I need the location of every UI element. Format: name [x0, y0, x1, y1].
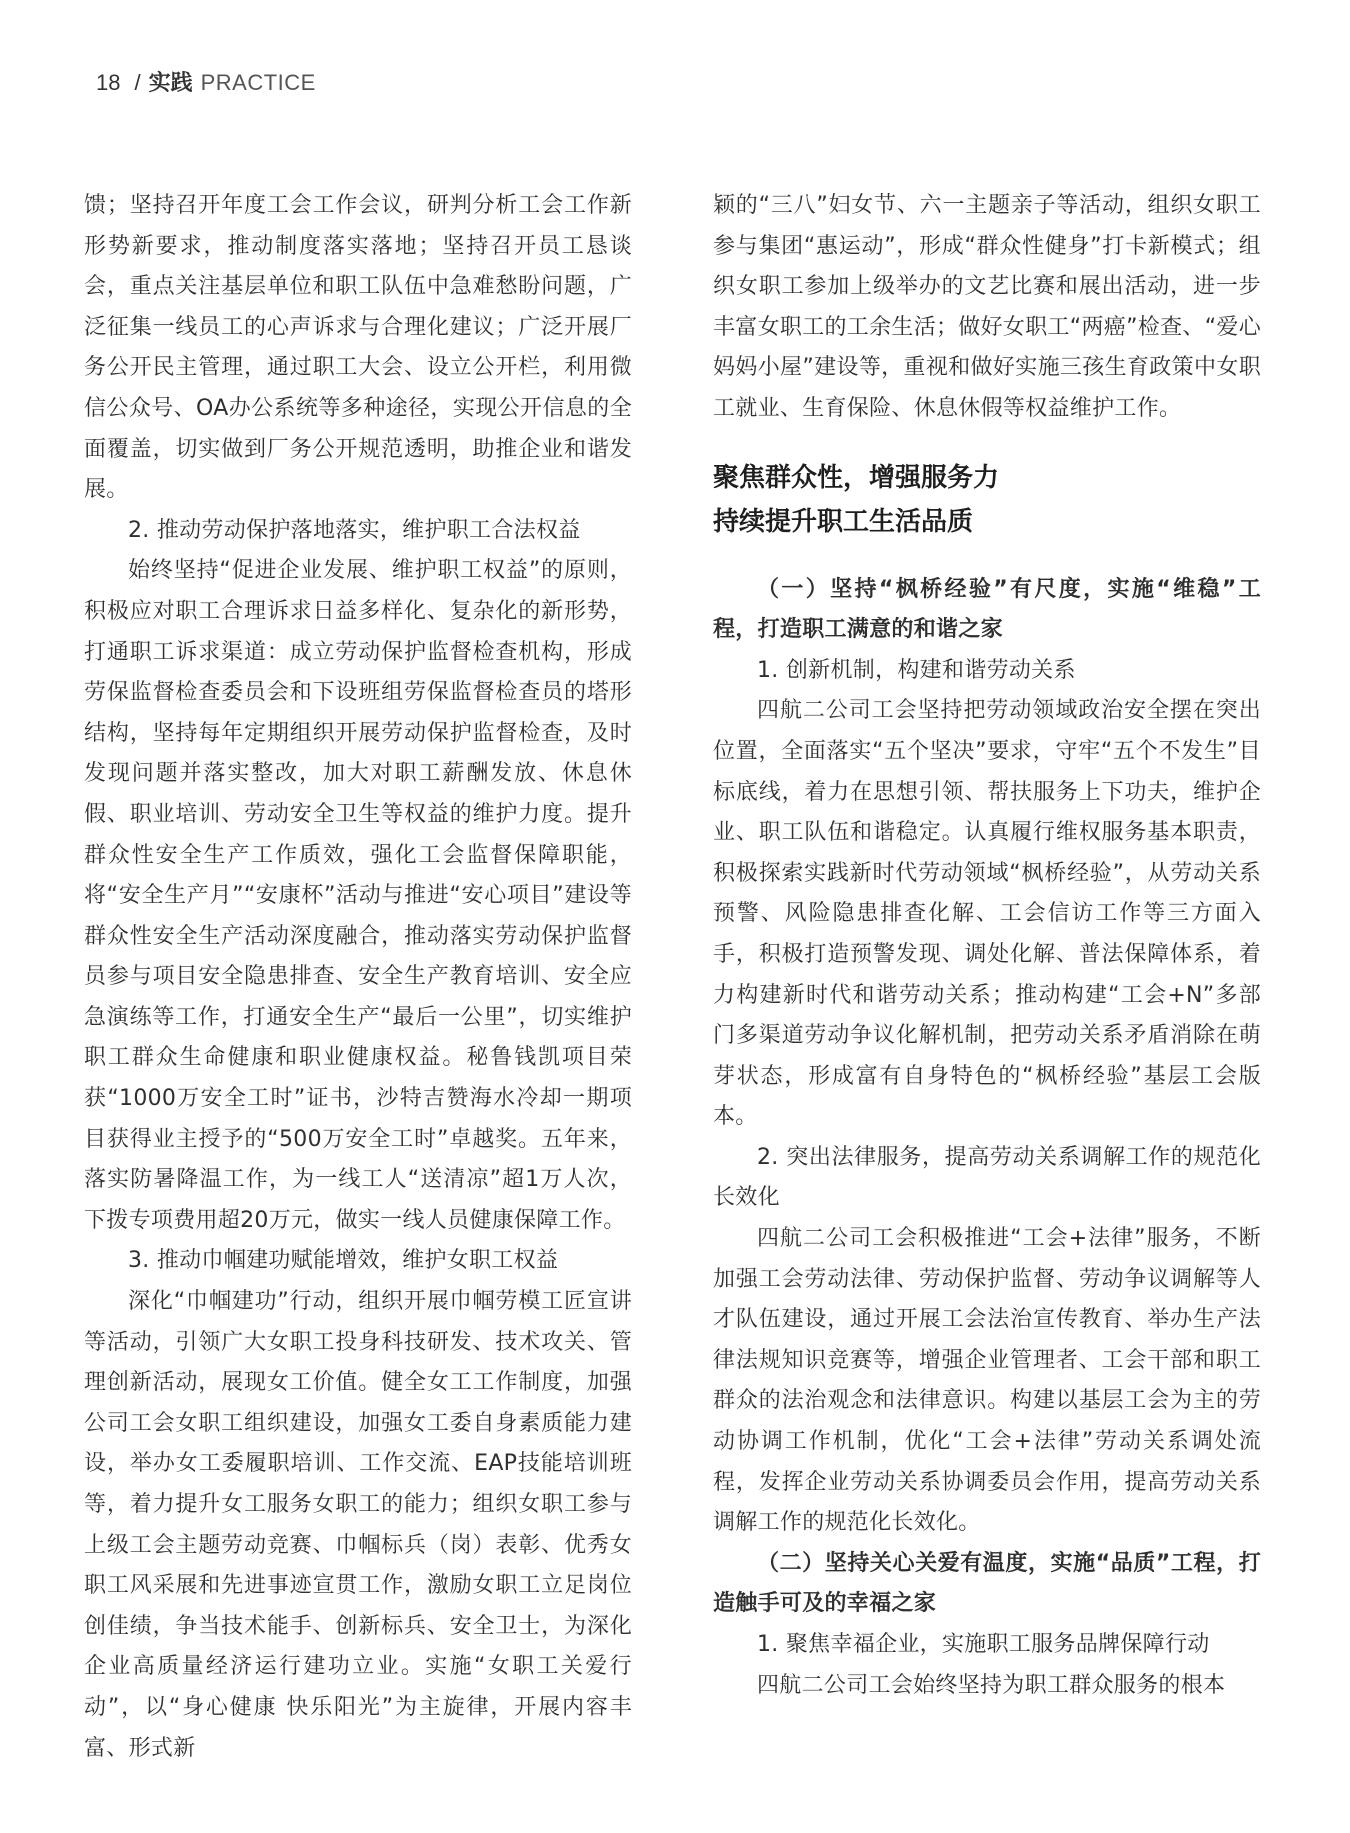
section-heading-line-1: 聚焦群众性，增强服务力: [713, 462, 1000, 493]
left-column: [84, 186, 632, 1769]
subheading: 3. 推动巾帼建功赋能增效，维护女职工权益: [128, 1248, 559, 1274]
header-separator: /: [134, 70, 141, 95]
right-column: [713, 186, 1261, 1706]
section-heading-line-2: 持续提升职工生活品质: [713, 506, 974, 537]
paragraph: 颖的“三八”妇女节、六一主题亲子等活动，组织女职工参与集团“惠运动”，形成“群众性健身”打卡新模式；组织女职工参加上级举办的文艺比赛和展出活动，进一步丰富女职工的工余生活；做好女职工“两癌”检查、“爱心妈妈小屋”建设等，重视和做好实施三孩生育政策中女职工就业、生育保险、休息休假等权益维护工作。: [713, 193, 1261, 421]
page-header: [96, 66, 316, 102]
paragraph: 深化“巾帼建功”行动，组织开展巾帼劳模工匠宣讲等活动，引领广大女职工投身科技研发、技术攻关、管理创新活动，展现女工价值。健全女工工作制度，加强公司工会女职工组织建设，加强女工委自身素质能力建设，举办女工委履职培训、工作交流、EAP技能培训班等，着力提升女工服务女职工的能力；组织女职工参与上级工会主题劳动竞赛、巾帼标兵（岗）表彰、优秀女职工风采展和先进事迹宣贯工作，激励女职工立足岗位创佳绩，争当技术能手、创新标兵、安全卫士，为深化企业高质量经济运行建功立业。实施“女职工关爱行动”，以“身心健康 快乐阳光”为主旋律，开展内容丰富、形式新: [84, 1289, 632, 1761]
paragraph: 四航二公司工会始终坚持为职工群众服务的根本: [757, 1672, 1226, 1698]
paragraph: 始终坚持“促进企业发展、维护职工权益”的原则，积极应对职工合理诉求日益多样化、复杂化的新形势，打通职工诉求渠道：成立劳动保护监督检查机构，形成劳保监督检查委员会和下设班组劳保监督检查员的塔形结构，坚持每年定期组织开展劳动保护监督检查，及时发现问题并落实整改，加大对职工薪酬发放、休息休假、职业培训、劳动安全卫生等权益的维护力度。提升群众性安全生产工作质效，强化工会监督保障职能，将“安全生产月”“安康杯”活动与推进“安心项目”建设等群众性安全生产活动深度融合，推动落实劳动保护监督员参与项目安全隐患排查、安全生产教育培训、安全应急演练等工作，打通安全生产“最后一公里”，切实维护职工群众生命健康和职业健康权益。秘鲁钱凯项目荣获“1000万安全工时”证书，沙特吉赞海水冷却一期项目获得业主授予的“500万安全工时”卓越奖。五年来，落实防暑降温工作，为一线工人“送清凉”超1万人次，下拨专项费用超20万元，做实一线人员健康保障工作。: [84, 558, 632, 1233]
paragraph: 馈；坚持召开年度工会工作会议，研判分析工会工作新形势新要求，推动制度落实落地；坚持召开员工恳谈会，重点关注基层单位和职工队伍中急难愁盼问题，广泛征集一线员工的心声诉求与合理化建议；广泛开展厂务公开民主管理，通过职工大会、设立公开栏，利用微信公众号、OA办公系统等多种途径，实现公开信息的全面覆盖，切实做到厂务公开规范透明，助推企业和谐发展。: [84, 193, 632, 503]
section-title-en: PRACTICE: [200, 70, 316, 95]
subheading: 1. 创新机制，构建和谐劳动关系: [757, 657, 1076, 683]
subheading: 2. 推动劳动保护落地落实，维护职工合法权益: [128, 517, 581, 543]
paragraph: 四航二公司工会积极推进“工会+法律”服务，不断加强工会劳动法律、劳动保护监督、劳动争议调解等人才队伍建设，通过开展工会法治宣传教育、举办生产法律法规知识竞赛等，增强企业管理者、工会干部和职工群众的法治观念和法律意识。构建以基层工会为主的劳动协调工作机制，优化“工会+法律”劳动关系调处流程，发挥企业劳动关系协调委员会作用，提高劳动关系调解工作的规范化长效化。: [713, 1226, 1261, 1536]
subsection-heading: （二）坚持关心关爱有温度，实施“品质”工程，打造触手可及的幸福之家: [713, 1550, 1261, 1617]
section-title-cn: 实践: [148, 71, 193, 96]
paragraph: 四航二公司工会坚持把劳动领域政治安全摆在突出位置，全面落实“五个坚决”要求，守牢“五个不发生”目标底线，着力在思想引领、帮扶服务上下功夫，维护企业、职工队伍和谐稳定。认真履行维权服务基本职责，积极探索实践新时代劳动领域“枫桥经验”，从劳动关系预警、风险隐患排查化解、工会信访工作等三方面入手，积极打造预警发现、调处化解、普法保障体系，着力构建新时代和谐劳动关系；推动构建“工会+N”多部门多渠道劳动争议化解机制，把劳动关系矛盾消除在萌芽状态，形成富有自身特色的“枫桥经验”基层工会版本。: [713, 698, 1261, 1130]
subheading: 2. 突出法律服务，提高劳动关系调解工作的规范化长效化: [713, 1144, 1261, 1211]
page-number: 18: [96, 70, 121, 95]
subheading: 1. 聚焦幸福企业，实施职工服务品牌保障行动: [757, 1632, 1210, 1657]
subsection-heading: （一）坚持“枫桥经验”有尺度，实施“维稳”工程，打造职工满意的和谐之家: [713, 576, 1261, 643]
